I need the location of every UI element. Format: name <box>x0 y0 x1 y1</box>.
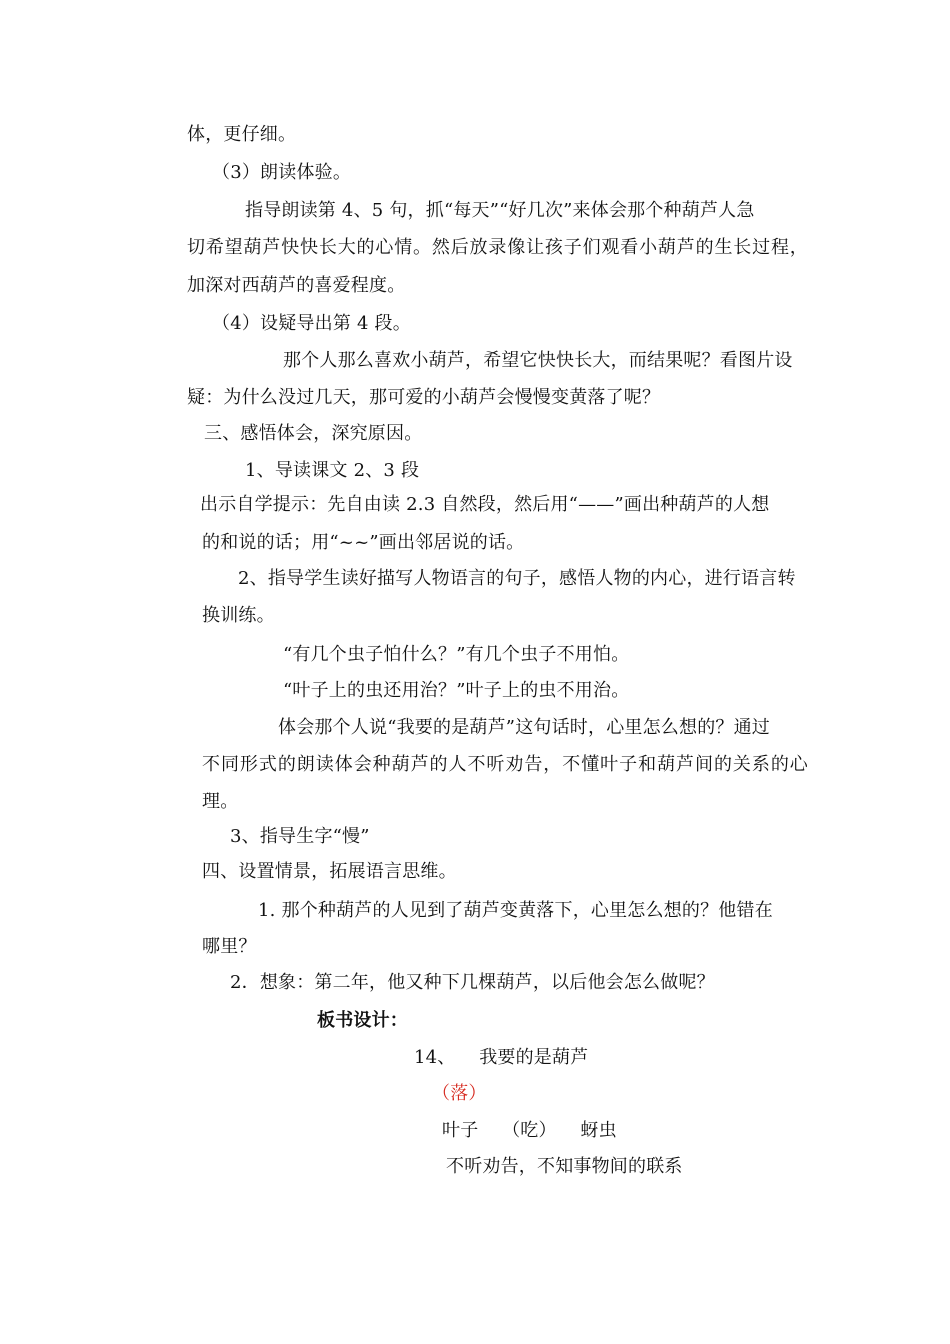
text-line-19: 理。 <box>202 791 239 812</box>
text-line-5: 加深对西葫芦的喜爱程度。 <box>187 275 406 296</box>
text-line-7: 那个人那么喜欢小葫芦，希望它快快长大，而结果呢？看图片设 <box>283 350 793 371</box>
text-line-4: 切希望葫芦快快长大的心情。然后放录像让孩子们观看小葫芦的生长过程， <box>187 237 808 258</box>
text-line-14: 换训练。 <box>202 605 275 626</box>
board-summary: 不听劝告，不知事物间的联系 <box>446 1156 683 1177</box>
text-line-22: 1. 那个种葫芦的人见到了葫芦变黄落下，心里怎么想的？他错在 <box>258 900 773 921</box>
quote-line-1: “有几个虫子怕什么？”有几个虫子不用怕。 <box>283 644 630 665</box>
text-line-20: 3、指导生字“慢” <box>230 826 370 847</box>
text-line-3: 指导朗读第 4、5 句，抓“每天”“好几次”来体会那个种葫芦人急 <box>245 200 755 221</box>
board-relation-line: 叶子 （吃） 蚜虫 <box>442 1120 617 1141</box>
board-lesson-title: 14、 我要的是葫芦 <box>414 1047 589 1068</box>
text-line-23: 哪里？ <box>202 936 257 957</box>
text-line-6: （4）设疑导出第 4 段。 <box>212 313 411 334</box>
board-fall-label: （落） <box>432 1083 487 1104</box>
section-heading-4: 四、设置情景，拓展语言思维。 <box>202 861 457 882</box>
text-line-8: 疑：为什么没过几天，那可爱的小葫芦会慢慢变黄落了呢？ <box>187 387 661 408</box>
text-line-12: 的和说的话；用“~~”画出邻居说的话。 <box>202 532 525 553</box>
quote-line-2: “叶子上的虫还用治？”叶子上的虫不用治。 <box>283 680 630 701</box>
text-line-10: 1、导读课文 2、3 段 <box>245 460 420 481</box>
text-line-18: 不同形式的朗读体会种葫芦的人不听劝告，不懂叶子和葫芦间的关系的心 <box>202 754 808 775</box>
board-design-heading: 板书设计： <box>317 1010 408 1031</box>
text-line-11: 出示自学提示：先自由读 2.3 自然段，然后用“——”画出种葫芦的人想 <box>200 494 770 515</box>
text-line-13: 2、指导学生读好描写人物语言的句子，感悟人物的内心，进行语言转 <box>238 568 796 589</box>
text-line-1: 体，更仔细。 <box>187 124 297 145</box>
text-line-2: （3）朗读体验。 <box>212 162 352 183</box>
section-heading-3: 三、感悟体会，深究原因。 <box>204 423 423 444</box>
text-line-24: 2．想象：第二年，他又种下几棵葫芦，以后他会怎么做呢？ <box>230 972 715 993</box>
text-line-17: 体会那个人说“我要的是葫芦”这句话时，心里怎么想的？通过 <box>278 717 771 738</box>
